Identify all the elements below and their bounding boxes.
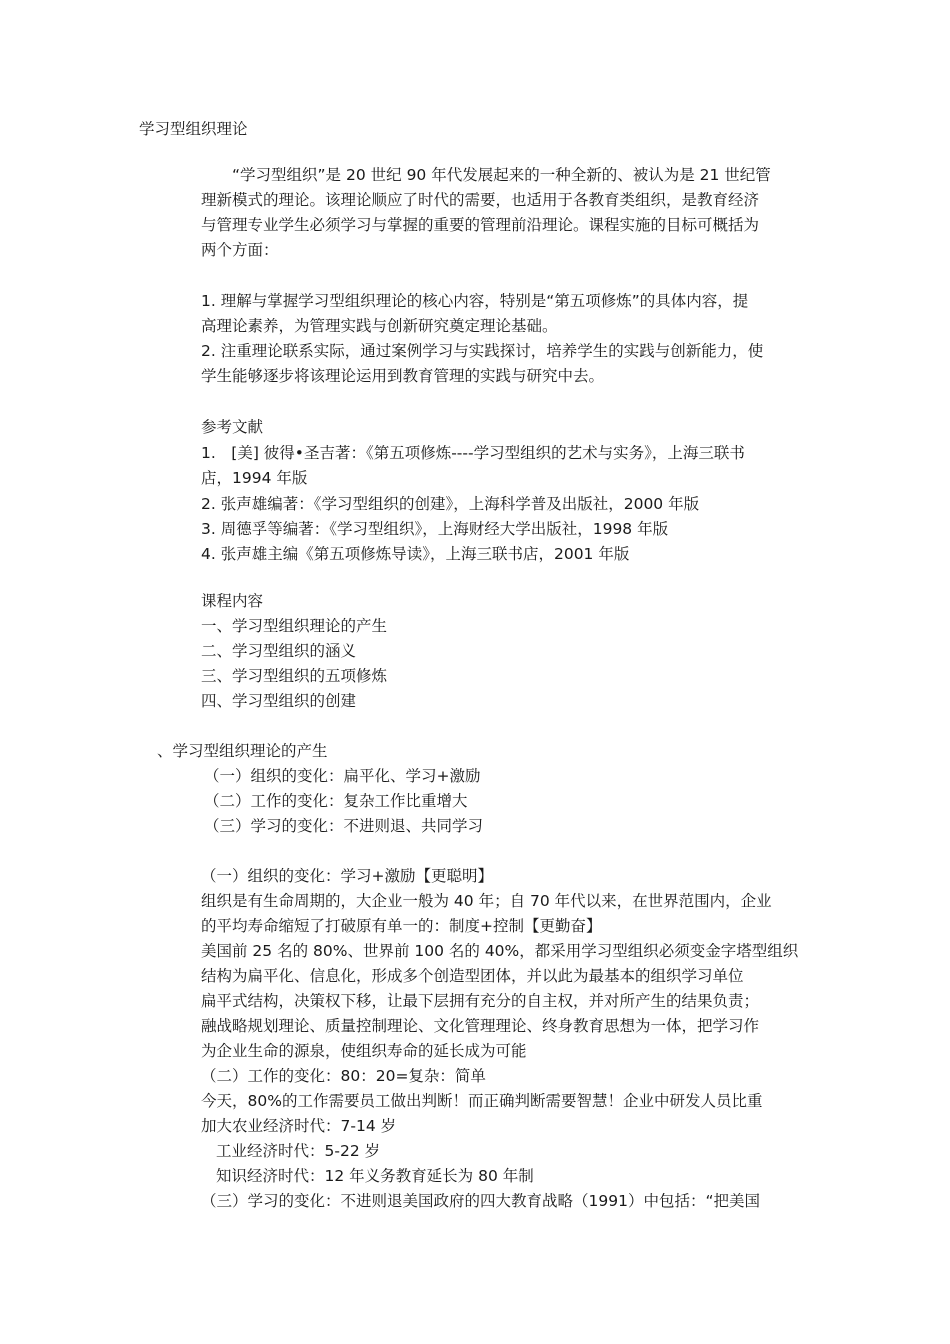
body-line: 为企业生命的源泉，使组织寿命的延长成为可能 — [201, 1042, 527, 1060]
goal-line: 1. 理解与掌握学习型组织理论的核心内容，特别是“第五项修炼”的具体内容，提 — [201, 292, 749, 310]
reference-item: 3. 周德孚等编著：《学习型组织》，上海财经大学出版社，1998 年版 — [201, 520, 669, 538]
reference-item: 2. 张声雄编著：《学习型组织的创建》，上海科学普及出版社，2000 年版 — [201, 495, 700, 513]
body-line: 的平均寿命缩短了打破原有单一的：制度+控制【更勤奋】 — [201, 917, 602, 935]
body-line: 今天，80%的工作需要员工做出判断！而正确判断需要智慧！企业中研发人员比重 — [201, 1092, 763, 1110]
body-line: 加大农业经济时代：7-14 岁 — [201, 1117, 397, 1135]
course-item: 三、学习型组织的五项修炼 — [201, 667, 388, 685]
body-line: 知识经济时代：12 年义务教育延长为 80 年制 — [216, 1167, 534, 1185]
goal-line: 高理论素养，为管理实践与创新研究奠定理论基础。 — [201, 317, 558, 335]
body-line: 工业经济时代：5-22 岁 — [216, 1142, 381, 1160]
goal-line: 学生能够逐步将该理论运用到教育管理的实践与研究中去。 — [201, 367, 605, 385]
intro-line: 两个方面： — [201, 241, 279, 259]
section-item: （三）学习的变化：不进则退、共同学习 — [204, 817, 484, 835]
document-title: 学习型组织理论 — [139, 120, 248, 138]
section-item: （一）组织的变化：扁平化、学习+激励 — [204, 767, 481, 785]
intro-line: “学习型组织”是 20 世纪 90 年代发展起来的一种全新的、被认为是 21 世纪管 — [232, 166, 771, 184]
course-item: 二、学习型组织的涵义 — [201, 642, 357, 660]
body-line: （二）工作的变化：80：20=复杂：简单 — [201, 1067, 486, 1085]
intro-line: 理新模式的理论。该理论顺应了时代的需要，也适用于各教育类组织，是教育经济 — [201, 191, 760, 209]
intro-line: 与管理专业学生必须学习与掌握的重要的管理前沿理论。课程实施的目标可概括为 — [201, 216, 760, 234]
body-line: （一）组织的变化：学习+激励【更聪明】 — [201, 867, 493, 885]
course-item: 四、学习型组织的创建 — [201, 692, 357, 710]
reference-item: 1. [美] 彼得•圣吉著：《第五项修炼----学习型组织的艺术与实务》，上海三联书 — [201, 444, 745, 462]
goal-line: 2. 注重理论联系实际，通过案例学习与实践探讨，培养学生的实践与创新能力，使 — [201, 342, 764, 360]
body-line: 融战略规划理论、质量控制理论、文化管理理论、终身教育思想为一体，把学习作 — [201, 1017, 760, 1035]
course-item: 一、学习型组织理论的产生 — [201, 617, 388, 635]
course-heading: 课程内容 — [201, 592, 264, 610]
body-line: 结构为扁平化、信息化，形成多个创造型团体，并以此为最基本的组织学习单位 — [201, 967, 744, 985]
reference-item: 4. 张声雄主编《第五项修炼导读》，上海三联书店，2001 年版 — [201, 545, 630, 563]
body-line: 美国前 25 名的 80%、世界前 100 名的 40%，都采用学习型组织必须变金字塔型组织 — [201, 942, 799, 960]
section-item: （二）工作的变化：复杂工作比重增大 — [204, 792, 468, 810]
section-heading: 、学习型组织理论的产生 — [157, 742, 328, 760]
body-line: 组织是有生命周期的，大企业一般为 40 年；自 70 年代以来，在世界范围内，企业 — [201, 892, 772, 910]
body-line: 扁平式结构，决策权下移，让最下层拥有充分的自主权，并对所产生的结果负责； — [201, 992, 760, 1010]
body-line: （三）学习的变化：不进则退美国政府的四大教育战略（1991）中包括：“把美国 — [201, 1192, 760, 1210]
references-heading: 参考文献 — [201, 418, 264, 436]
reference-item: 店，1994 年版 — [201, 469, 308, 487]
